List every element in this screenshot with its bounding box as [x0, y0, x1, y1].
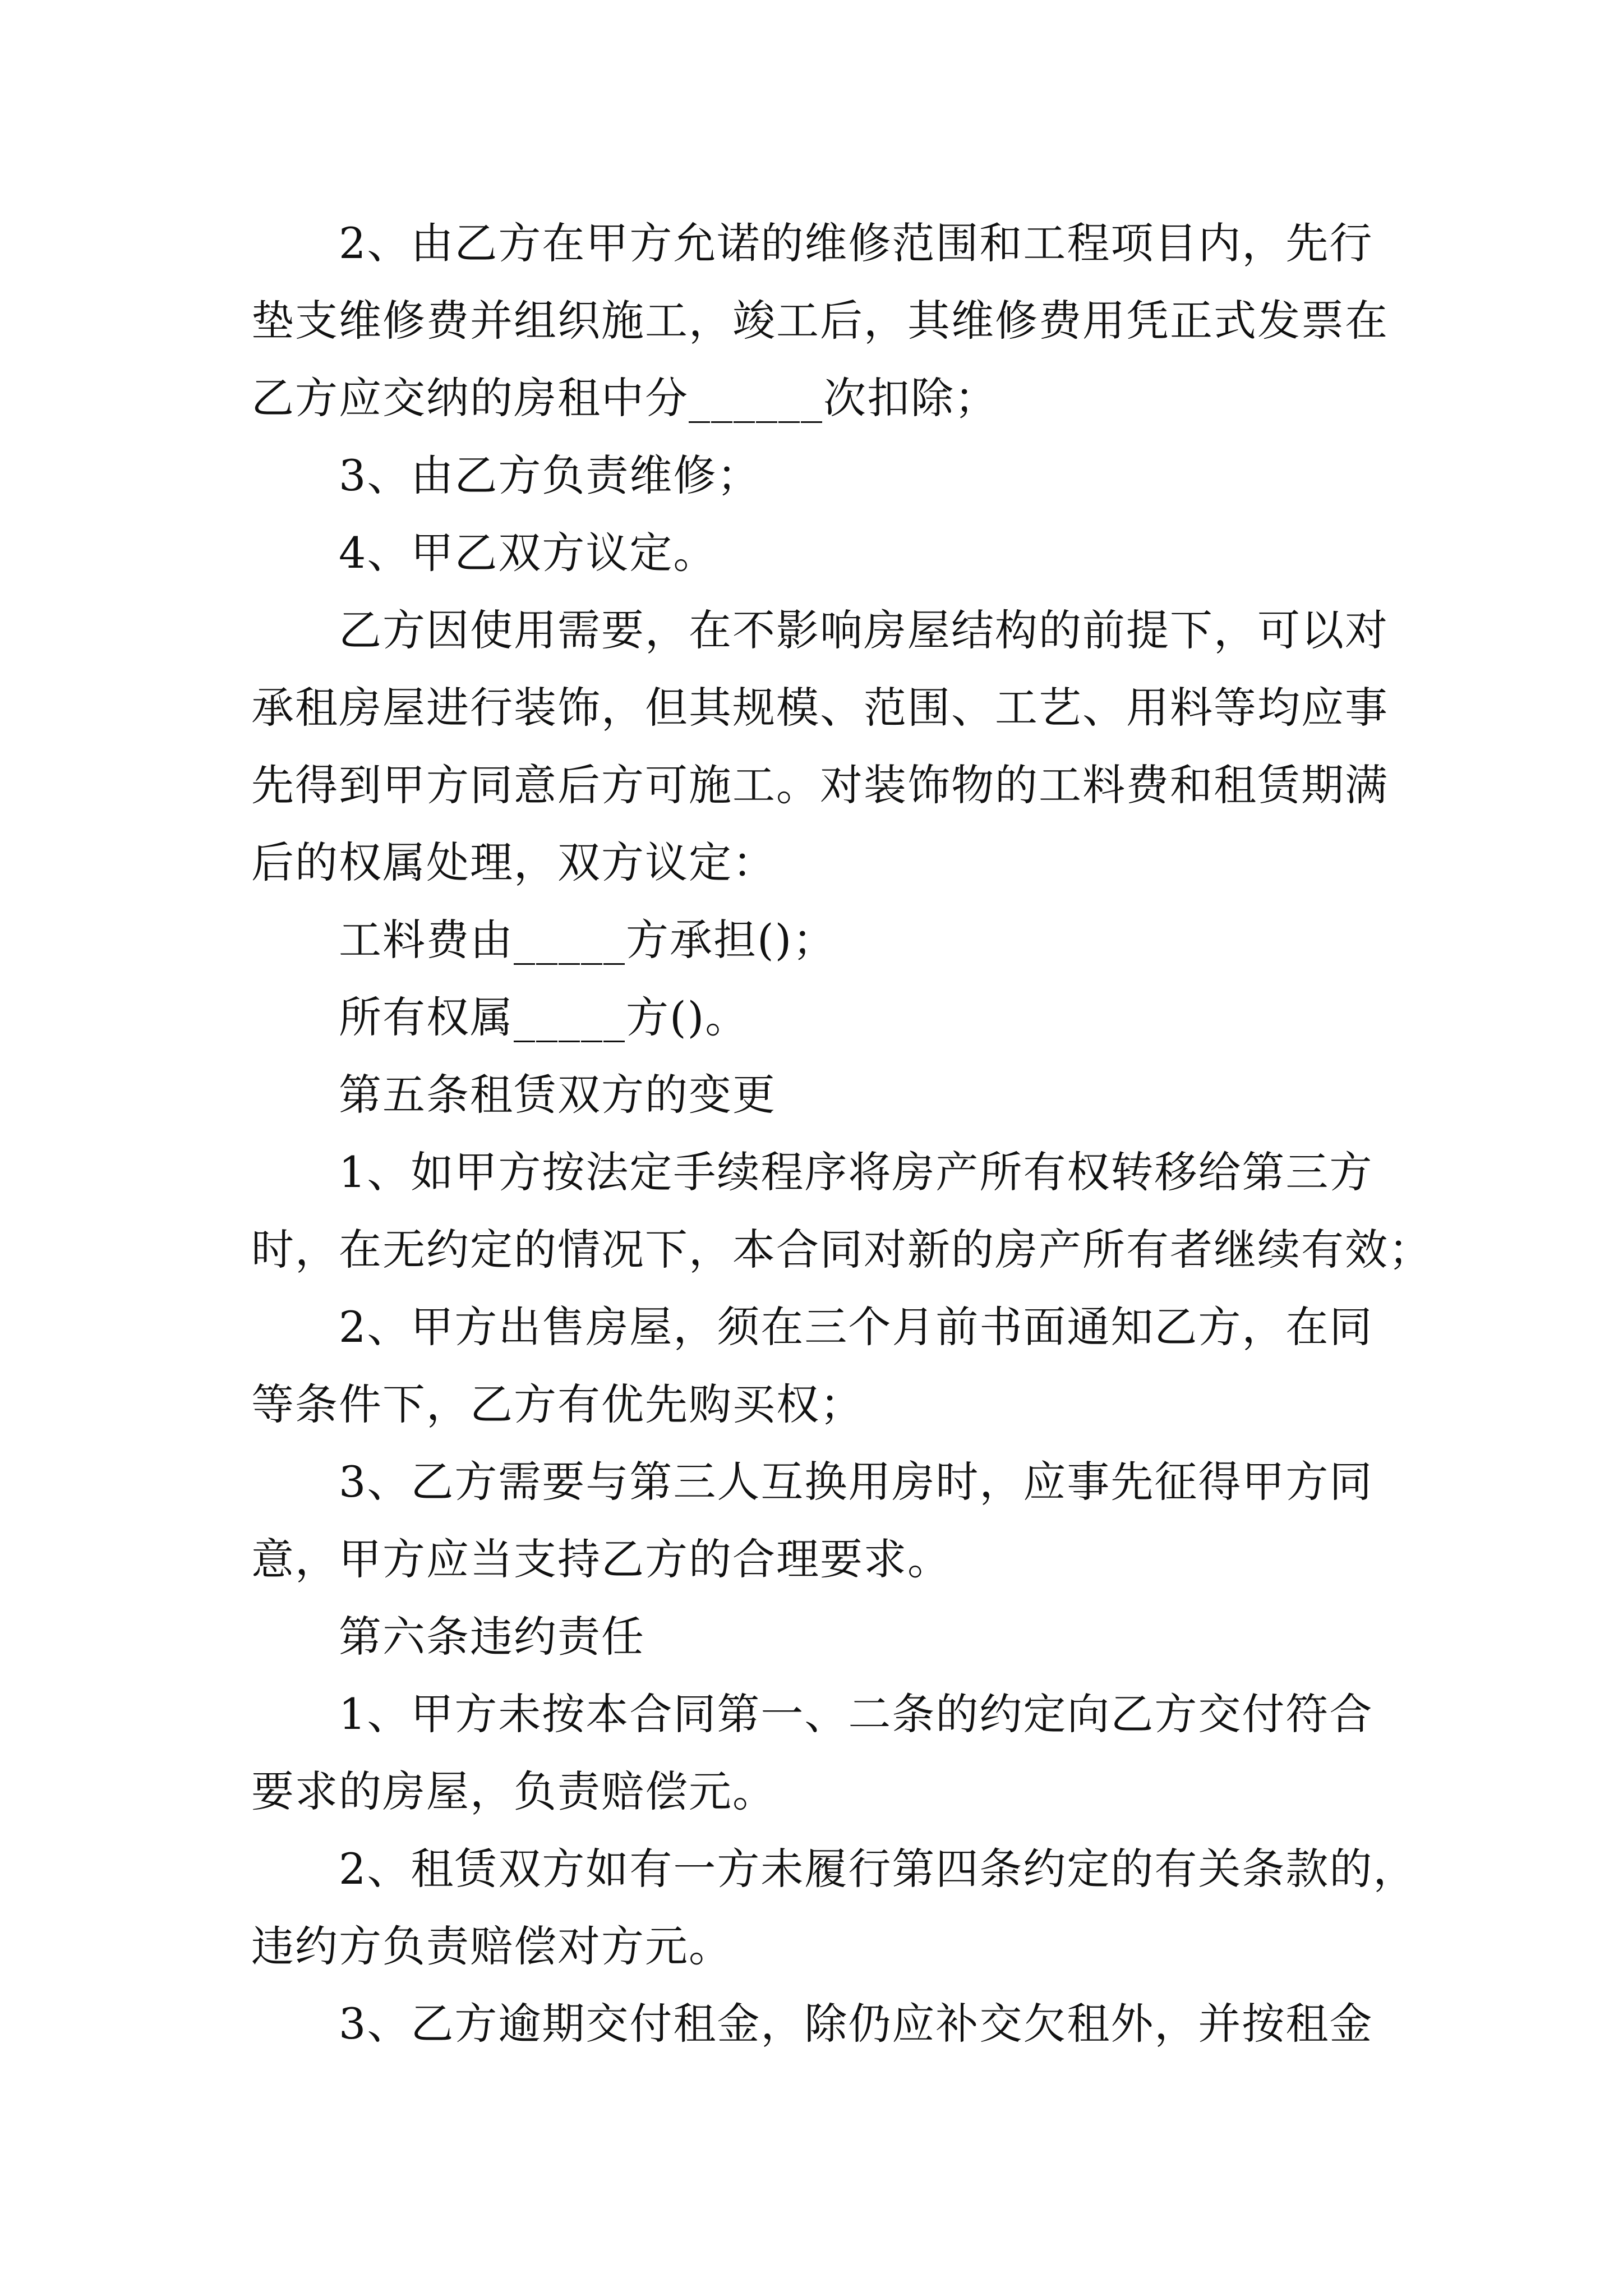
text-line: 先得到甲方同意后方可施工。对装饰物的工料费和租赁期满: [251, 760, 1389, 810]
text-line: 所有权属_____方()。: [339, 992, 749, 1042]
text-line: 2、由乙方在甲方允诺的维修范围和工程项目内，先行: [339, 218, 1373, 268]
text-line: 垫支维修费并组织施工，竣工后，其维修费用凭正式发票在: [251, 296, 1389, 346]
section-heading: 第六条违约责任: [339, 1612, 645, 1662]
text-line: 4、甲乙双方议定。: [339, 528, 717, 578]
text-line: 3、由乙方负责维修；: [339, 450, 761, 500]
text-line: 3、乙方需要与第三人互换用房时，应事先征得甲方同: [339, 1457, 1373, 1507]
document-body: [251, 205, 1432, 2063]
text-line: 乙方应交纳的房租中分______次扣除；: [251, 373, 998, 423]
text-line: 2、租赁双方如有一方未履行第四条约定的有关条款的，: [339, 1844, 1417, 1894]
text-line: 乙方因使用需要，在不影响房屋结构的前提下，可以对: [339, 605, 1389, 655]
text-line: 等条件下，乙方有优先购买权；: [251, 1379, 864, 1429]
text-line: 后的权属处理，双方议定：: [251, 838, 776, 887]
text-line: 时，在无约定的情况下，本合同对新的房产所有者继续有效；: [251, 1225, 1432, 1274]
text-line: 3、乙方逾期交付租金，除仍应补交欠租外，并按租金: [339, 1999, 1373, 2049]
text-line: 1、如甲方按法定手续程序将房产所有权转移给第三方: [339, 1147, 1373, 1197]
text-line: 意，甲方应当支持乙方的合理要求。: [251, 1534, 951, 1584]
text-line: 工料费由_____方承担()；: [339, 915, 837, 965]
text-line: 违约方负责赔偿对方元。: [251, 1921, 732, 1971]
section-heading: 第五条租赁双方的变更: [339, 1070, 776, 1120]
text-line: 2、甲方出售房屋，须在三个月前书面通知乙方，在同: [339, 1302, 1373, 1352]
text-line: 1、甲方未按本合同第一、二条的约定向乙方交付符合: [339, 1689, 1373, 1739]
text-line: 承租房屋进行装饰，但其规模、范围、工艺、用料等均应事: [251, 683, 1389, 733]
text-line: 要求的房屋，负责赔偿元。: [251, 1766, 776, 1816]
